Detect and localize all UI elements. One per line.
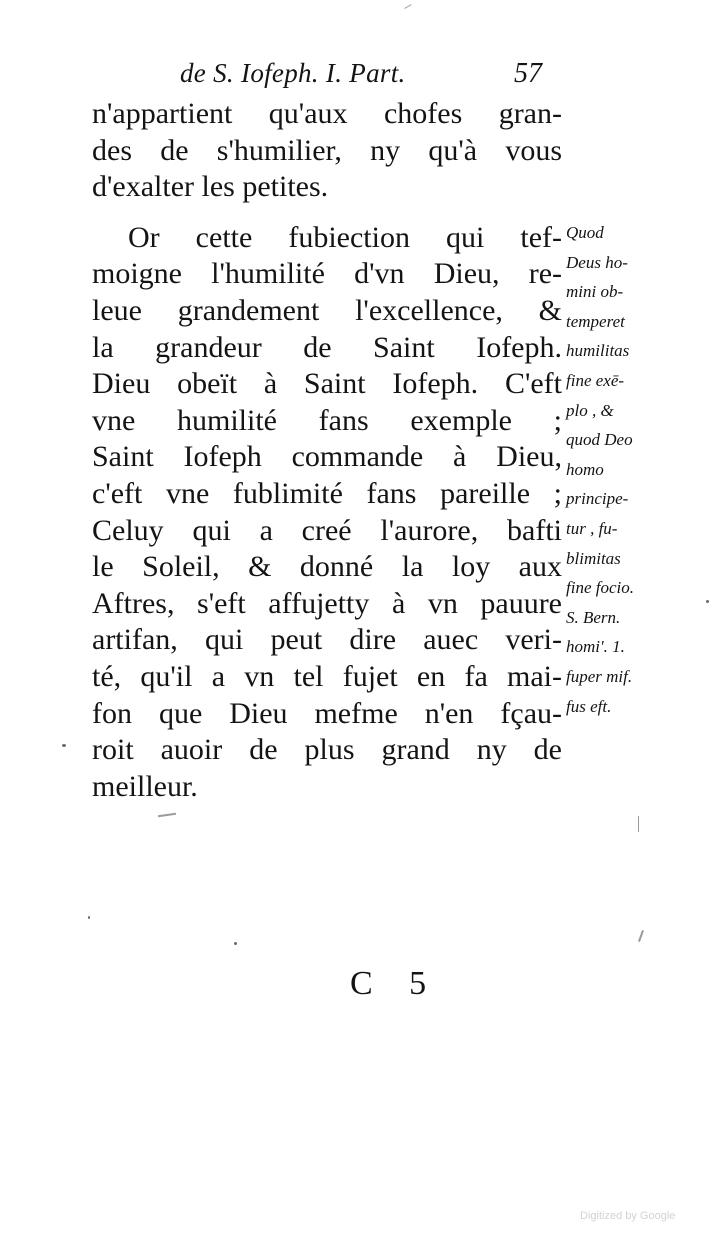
marginal-note-line: temperet	[566, 311, 625, 331]
body-line: meilleur.	[92, 769, 198, 803]
marginal-note-line: homi'. 1.	[566, 637, 625, 657]
body-line: le Soleil, & donné la loy aux	[92, 550, 562, 584]
marginal-note-line: Quod	[566, 223, 604, 242]
marginal-note	[566, 218, 686, 721]
marginal-note-line: principe-	[566, 489, 629, 509]
scan-speck-mark	[638, 930, 644, 942]
marginal-note-line: tur , fu-	[566, 518, 618, 538]
running-title: de S. Iofeph. I. Part.	[180, 58, 406, 88]
scan-speck-mark	[404, 4, 411, 9]
marginal-note-line: fuper mif.	[566, 666, 633, 686]
marginal-note-line: fus eft.	[566, 696, 612, 716]
scan-speck-mark	[158, 813, 176, 817]
scan-speck-mark	[62, 744, 66, 747]
marginal-note-line: fine exē-	[566, 370, 625, 390]
body-line: n'appartient qu'aux chofes gran-	[92, 97, 562, 130]
body-line: Saint Iofeph commande à Dieu,	[92, 440, 562, 474]
body-line: roit auoir de plus grand ny de	[92, 733, 562, 767]
body-line: Celuy qui a creé l'aurore, bafti	[92, 513, 562, 547]
body-line: c'eft vne fublimité fans pareille ;	[92, 476, 562, 510]
body-line: la grandeur de Saint Iofeph.	[92, 330, 562, 364]
marginal-note-line: quod Deo	[566, 430, 633, 450]
marginal-note-line: Deus ho-	[566, 252, 628, 272]
body-line: d'exalter les petites.	[92, 170, 329, 204]
marginal-note-line: blimitas	[566, 548, 621, 568]
marginal-note-line: mini ob-	[566, 282, 624, 302]
scan-speck-mark	[234, 942, 237, 945]
body-text	[92, 96, 562, 805]
body-line: leue grandement l'excellence, &	[92, 293, 562, 327]
watermark: Digitized by Google	[580, 1210, 676, 1222]
marginal-note-line: plo , &	[566, 400, 614, 420]
body-line: té, qu'il a vn tel fujet en fa mai-	[92, 659, 562, 693]
body-line: Dieu obeït à Saint Iofeph. C'eft	[92, 367, 562, 401]
marginal-note-line: humilitas	[566, 341, 630, 361]
scan-speck-mark	[88, 916, 90, 919]
scan-speck-mark	[638, 816, 639, 832]
body-line: des de s'humilier, ny qu'à vous	[92, 133, 562, 167]
body-line: artifan, qui peut dire auec veri-	[92, 623, 562, 657]
body-line: Aftres, s'eft affujetty à vn pauure	[92, 586, 562, 620]
marginal-note-line: S. Bern.	[566, 607, 621, 627]
marginal-note-line: fine focio.	[566, 578, 634, 598]
body-line: Or cette fubiection qui tef-	[128, 220, 562, 254]
body-line: fon que Dieu mefme n'en fçau-	[92, 696, 562, 730]
body-line: moigne l'humilité d'vn Dieu, re-	[92, 257, 562, 291]
marginal-note-line: homo	[566, 459, 604, 479]
body-line: vne humilité fans exemple ;	[92, 403, 562, 437]
scan-speck-mark	[706, 600, 709, 603]
page-number: 57	[514, 58, 542, 89]
signature-mark: C 5	[350, 965, 441, 1002]
